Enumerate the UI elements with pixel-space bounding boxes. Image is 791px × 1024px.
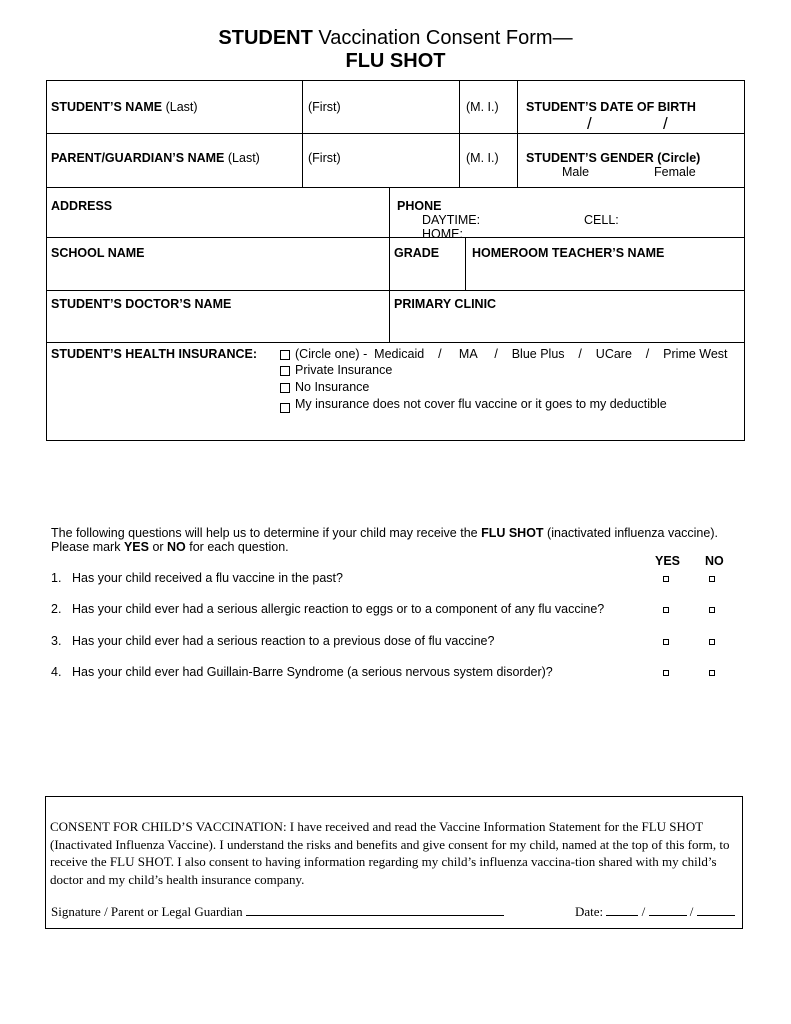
address-label: ADDRESS (51, 199, 113, 213)
instr-text: Please mark (51, 540, 124, 554)
intro-text: The following questions will help us to determine if your child may receive the (51, 526, 482, 540)
parent-mi-field[interactable]: (M. I.) (466, 151, 499, 165)
homeroom-teacher-label: HOMEROOM TEACHER’S NAME (472, 246, 665, 260)
intro-text-end: (inactivated influenza vaccine). (543, 526, 718, 540)
insurance-option-none[interactable] (280, 380, 369, 395)
divider (46, 342, 745, 343)
intro-bold: FLU SHOT (481, 526, 544, 540)
primary-clinic-label: PRIMARY CLINIC (394, 297, 497, 311)
home-phone-clip (420, 227, 520, 237)
checkbox-icon[interactable] (280, 366, 290, 376)
divider (302, 80, 303, 187)
student-name-field[interactable] (51, 100, 198, 115)
student-name-label: STUDENT’S NAME (51, 100, 163, 114)
grade-label: GRADE (394, 246, 440, 260)
insurance-option-label: No Insurance (295, 380, 370, 394)
insurance-option-label: (Circle one) - Medicaid / MA / Blue Plus / UCare / Prime West (295, 347, 728, 361)
signature-line[interactable] (246, 903, 504, 916)
date-day-line[interactable] (649, 903, 687, 916)
question-text: Has your child ever had Guillain-Barre Syndrome (a serious nervous system disorder)? (72, 665, 553, 679)
date-separator: / (641, 904, 646, 919)
gender-female-option[interactable]: Female (654, 165, 696, 179)
insurance-option-not-covered[interactable] (280, 397, 667, 413)
date-month-line[interactable] (606, 903, 638, 916)
instr-or: or (148, 540, 168, 554)
date-label: Date: (575, 904, 604, 919)
instr-no: NO (167, 540, 186, 554)
divider (46, 133, 745, 134)
parent-name-field[interactable] (51, 151, 260, 166)
divider (459, 80, 460, 187)
insurance-option-public[interactable] (280, 347, 728, 362)
instr-text-end: for each question. (185, 540, 289, 554)
dob-month-day-separator: / (587, 114, 592, 133)
divider (517, 80, 518, 187)
no-column-header: NO (705, 554, 724, 568)
question-text: Has your child received a flu vaccine in the past? (72, 571, 343, 585)
questions-intro (51, 526, 718, 541)
yes-column-header: YES (655, 554, 681, 568)
last-label: (Last) (227, 151, 260, 165)
insurance-option-label: Private Insurance (295, 363, 393, 377)
insurance-option-private[interactable] (280, 363, 392, 378)
question-text: Has your child ever had a serious reaction to a previous dose of flu vaccine? (72, 634, 495, 648)
question-text: Has your child ever had a serious allergic reaction to eggs or to a component of any flu vaccine? (72, 602, 605, 616)
cell-phone-label: CELL: (584, 213, 619, 227)
insurance-option-label: My insurance does not cover flu vaccine or it goes to my deductible (295, 397, 667, 411)
no-checkbox[interactable] (709, 670, 715, 676)
question-number: 2. (51, 602, 62, 616)
date-row (575, 903, 735, 920)
last-label: (Last) (165, 100, 198, 114)
health-insurance-label: STUDENT’S HEALTH INSURANCE: (51, 347, 258, 361)
divider (46, 290, 745, 291)
yes-checkbox[interactable] (663, 607, 669, 613)
no-checkbox[interactable] (709, 639, 715, 645)
school-name-label: SCHOOL NAME (51, 246, 145, 260)
gender-label: STUDENT’S GENDER (Circle) (526, 151, 701, 165)
question-number: 3. (51, 634, 62, 648)
divider (46, 237, 745, 238)
checkbox-icon[interactable] (280, 350, 290, 360)
doctor-name-label: STUDENT’S DOCTOR’S NAME (51, 297, 232, 311)
daytime-phone-label: DAYTIME: (422, 213, 481, 227)
divider (389, 187, 390, 342)
student-first-name-field[interactable]: (First) (308, 100, 341, 114)
instr-yes: YES (123, 540, 149, 554)
phone-label: PHONE (397, 199, 442, 213)
yes-checkbox[interactable] (663, 670, 669, 676)
parent-name-label: PARENT/GUARDIAN’S NAME (51, 151, 225, 165)
no-checkbox[interactable] (709, 607, 715, 613)
home-phone-label: HOME: (422, 227, 463, 237)
dob-day-year-separator: / (663, 114, 668, 133)
dob-label: STUDENT’S DATE OF BIRTH (526, 100, 696, 114)
form-title (0, 26, 791, 50)
signature-row (51, 903, 504, 920)
divider (46, 187, 745, 188)
question-number: 4. (51, 665, 62, 679)
checkbox-icon[interactable] (280, 383, 290, 393)
title-rest: Vaccination Consent Form— (312, 27, 573, 49)
parent-first-name-field[interactable]: (First) (308, 151, 341, 165)
form-subtitle: FLU SHOT (345, 50, 446, 72)
gender-male-option[interactable]: Male (562, 165, 590, 179)
questions-instructions (51, 540, 289, 555)
consent-text: CONSENT FOR CHILD’S VACCINATION: I have received and read the Vaccine Information Statement for the FLU SHOT (Inactivated Influenza Vaccine). I understand the risks and benefits and give consent for my child, named at the top of this form, to receive the FLU SHOT. I also consent to having information regarding my child’s influenza vaccina-tion shared with my child’s doctor and my child’s health insurance company. (50, 819, 730, 887)
yes-checkbox[interactable] (663, 576, 669, 582)
checkbox-icon[interactable] (280, 403, 290, 413)
signature-label: Signature / Parent or Legal Guardian (51, 904, 243, 919)
date-year-line[interactable] (697, 903, 735, 916)
question-number: 1. (51, 571, 62, 585)
student-mi-field[interactable]: (M. I.) (466, 100, 499, 114)
no-checkbox[interactable] (709, 576, 715, 582)
divider (465, 237, 466, 290)
date-separator: / (689, 904, 694, 919)
yes-checkbox[interactable] (663, 639, 669, 645)
title-student: STUDENT (218, 27, 313, 49)
